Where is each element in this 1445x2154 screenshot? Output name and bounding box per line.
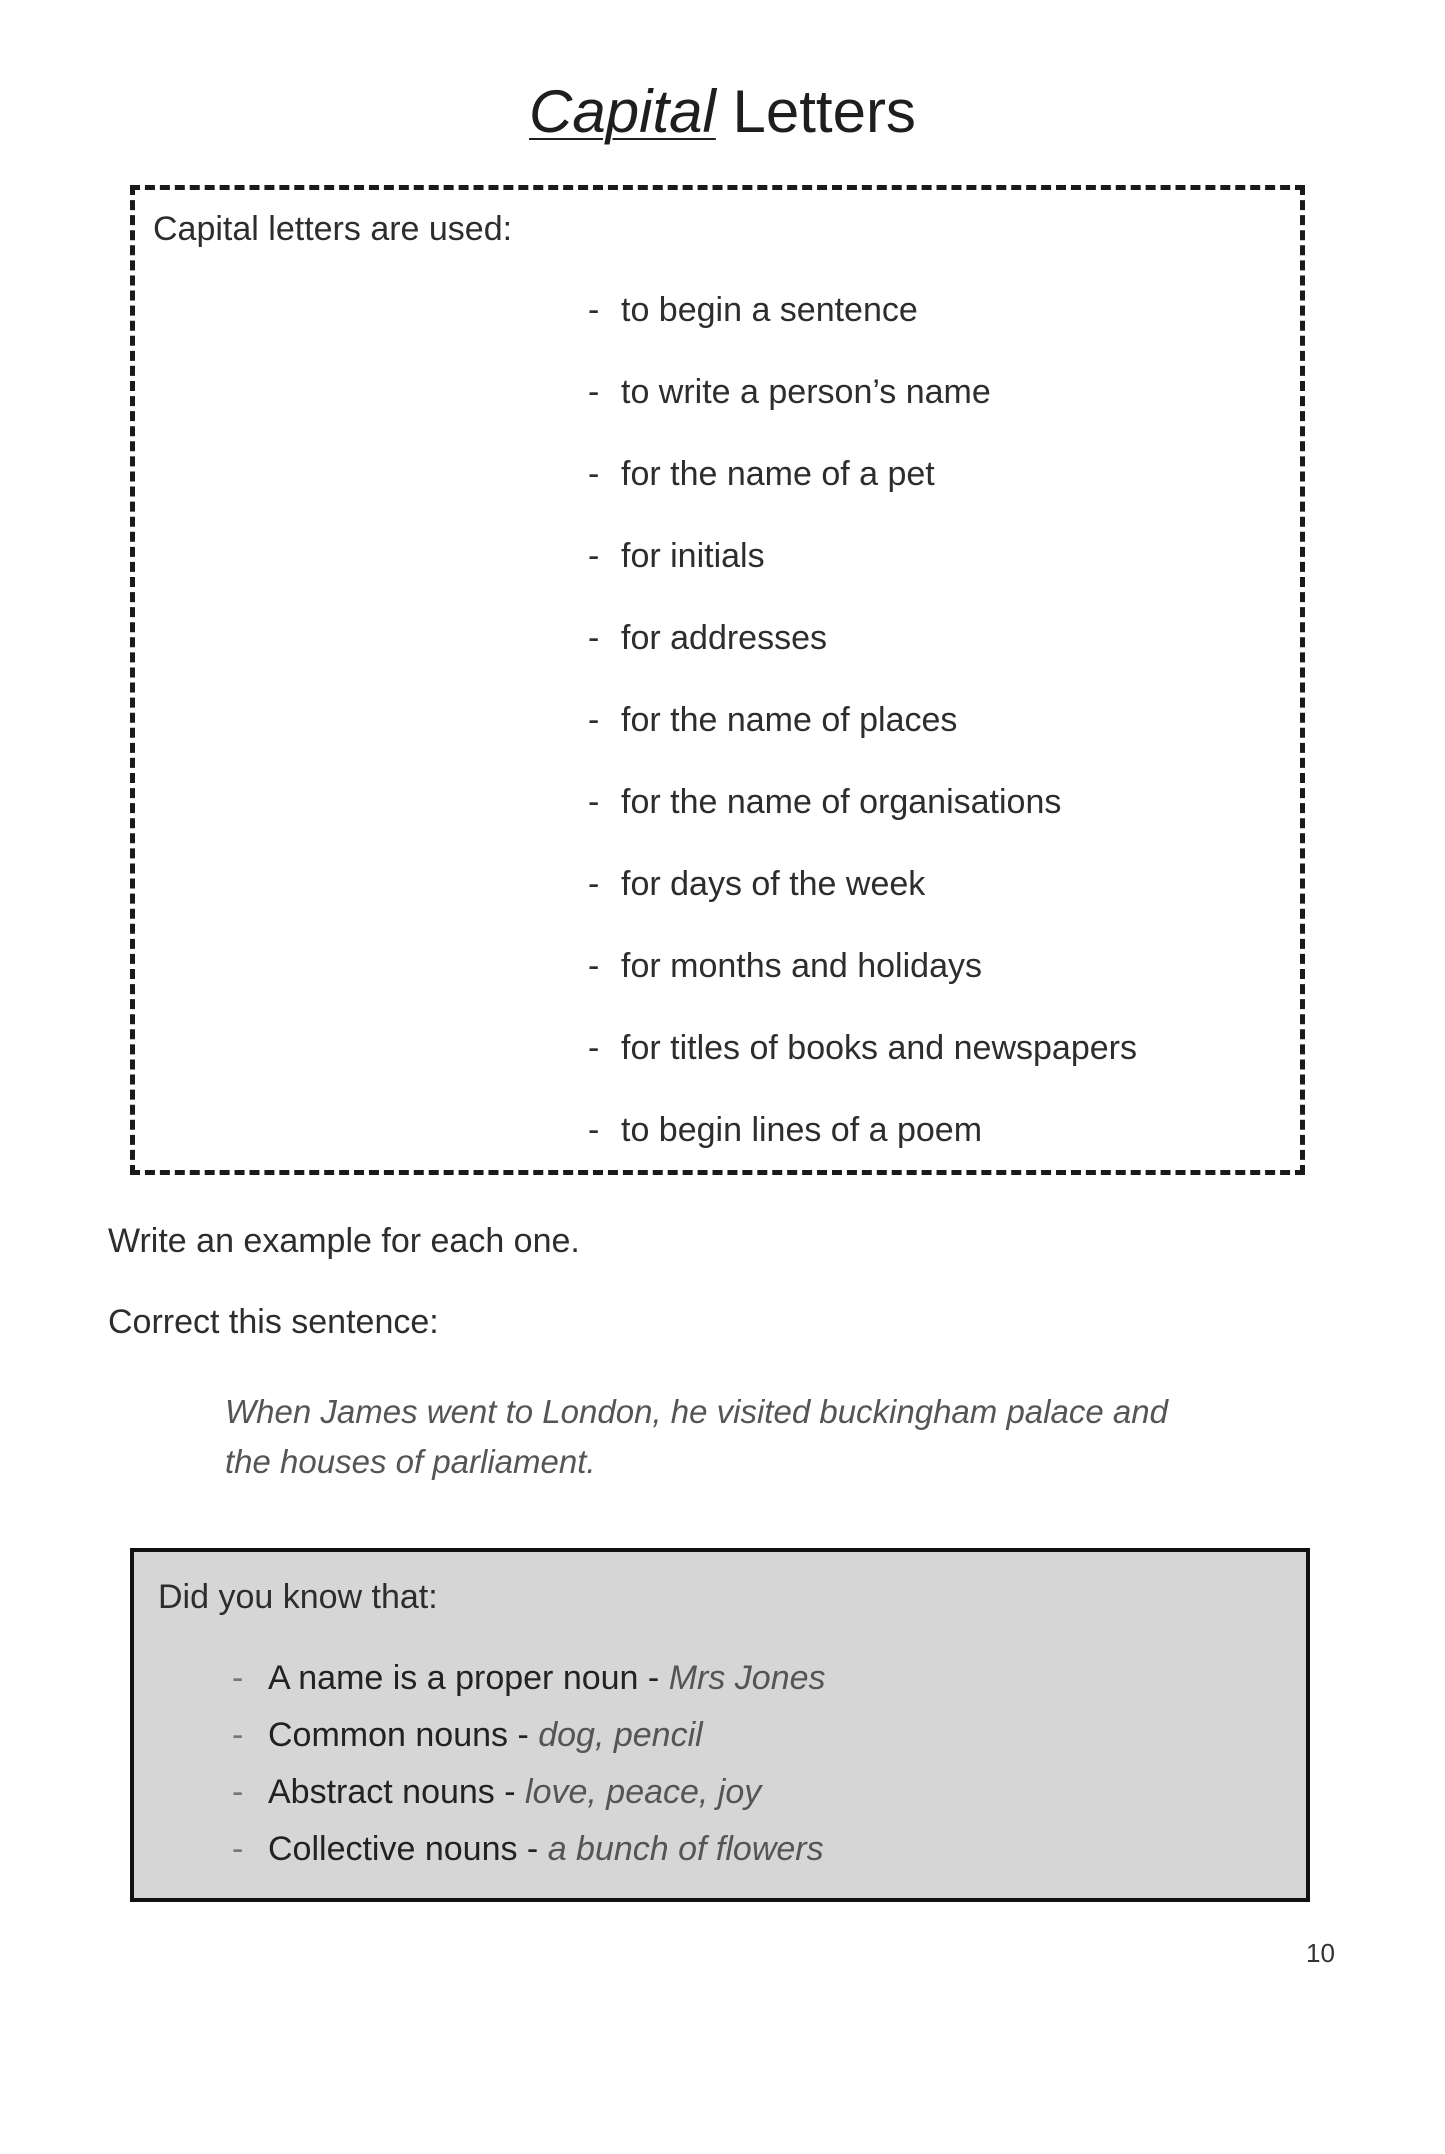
noun-facts-list	[232, 1656, 826, 1884]
list-dash: -	[588, 455, 600, 493]
list-item-text: to begin a sentence	[621, 291, 918, 329]
did-you-know-title: Did you know that:	[158, 1578, 438, 1616]
page-number: 10	[1306, 1938, 1335, 1968]
list-dash: -	[232, 1659, 244, 1697]
list-dash: -	[232, 1716, 244, 1754]
list-item	[588, 290, 1137, 372]
list-item	[588, 372, 1137, 454]
list-dash: -	[588, 619, 600, 657]
sentence-line-1: When James went to London, he visited buckingham palace and	[225, 1393, 1168, 1430]
list-dash: -	[588, 947, 600, 985]
page-title	[0, 72, 1445, 152]
list-item	[232, 1713, 826, 1770]
capital-rules-box	[130, 185, 1305, 1175]
list-item-text: for addresses	[621, 619, 827, 657]
list-dash: -	[588, 1111, 600, 1149]
list-dash: -	[588, 701, 600, 739]
list-dash: -	[588, 1029, 600, 1067]
list-item	[588, 782, 1137, 864]
list-item	[588, 618, 1137, 700]
list-item	[588, 700, 1137, 782]
sentence-line-2: the houses of parliament.	[225, 1443, 596, 1480]
list-dash: -	[232, 1830, 244, 1868]
list-item-text: for the name of organisations	[621, 783, 1062, 821]
list-item	[588, 946, 1137, 1028]
list-item	[588, 1110, 1137, 1192]
list-item	[588, 1028, 1137, 1110]
list-item	[588, 454, 1137, 536]
rules-list	[588, 290, 1137, 1192]
did-you-know-box	[130, 1548, 1310, 1902]
title-rest: Letters	[732, 78, 916, 145]
example-instruction: Write an example for each one.	[108, 1222, 580, 1260]
list-dash: -	[588, 537, 600, 575]
list-item	[232, 1770, 826, 1827]
list-item	[232, 1656, 826, 1713]
correct-instruction: Correct this sentence:	[108, 1303, 439, 1341]
list-dash: -	[588, 783, 600, 821]
list-item-text: for days of the week	[621, 865, 926, 903]
list-item-text: for initials	[621, 537, 765, 575]
list-item-text: for the name of places	[621, 701, 958, 739]
rules-intro: Capital letters are used:	[153, 210, 513, 248]
list-item-text: for months and holidays	[621, 947, 982, 985]
list-item-text: for titles of books and newspapers	[621, 1029, 1137, 1067]
list-item-text: for the name of a pet	[621, 455, 935, 493]
title-italic-word: Capital	[529, 78, 716, 145]
fact-example: a bunch of flowers	[547, 1830, 824, 1868]
list-item-text: to begin lines of a poem	[621, 1111, 983, 1149]
list-dash: -	[588, 291, 600, 329]
fact-label: Common nouns -	[268, 1716, 539, 1754]
fact-example: dog, pencil	[538, 1716, 703, 1754]
fact-example: Mrs Jones	[668, 1659, 826, 1697]
sentence-to-correct	[225, 1387, 1275, 1487]
list-dash: -	[588, 865, 600, 903]
list-item	[232, 1827, 826, 1884]
fact-example: love, peace, joy	[525, 1773, 762, 1811]
fact-label: Collective nouns -	[268, 1830, 548, 1868]
list-item-text: to write a person’s name	[621, 373, 991, 411]
list-item	[588, 864, 1137, 946]
list-dash: -	[232, 1773, 244, 1811]
fact-label: A name is a proper noun -	[268, 1659, 669, 1697]
fact-label: Abstract nouns -	[268, 1773, 526, 1811]
list-item	[588, 536, 1137, 618]
list-dash: -	[588, 373, 600, 411]
